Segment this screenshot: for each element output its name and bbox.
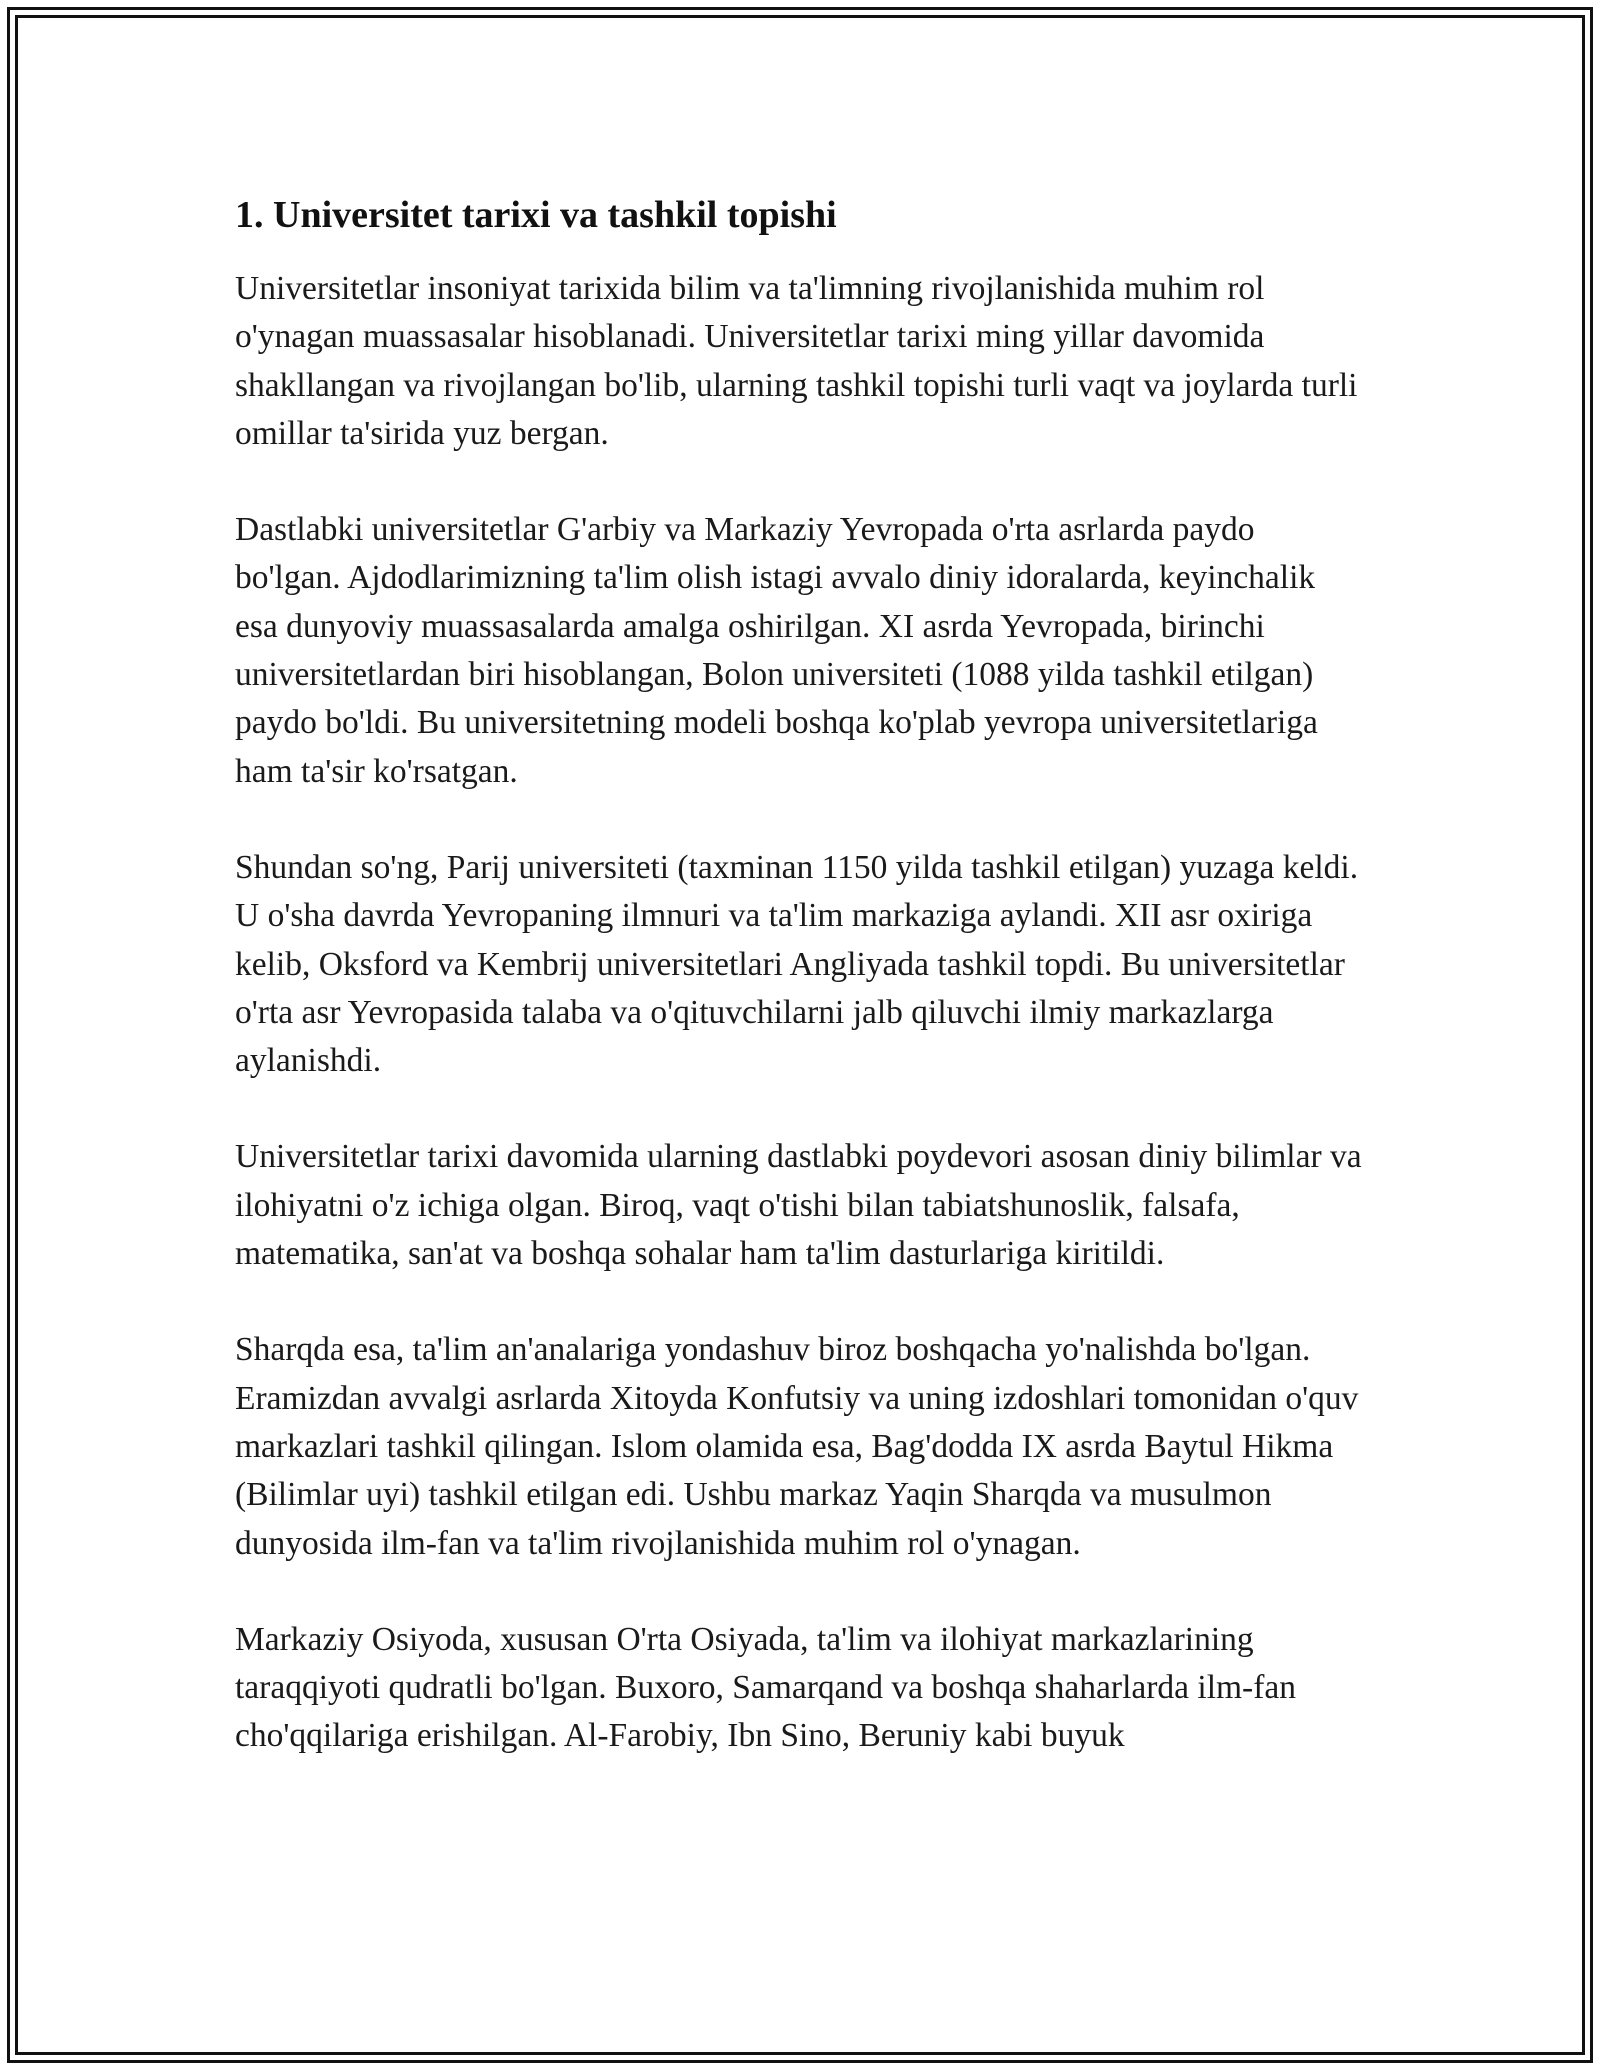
paragraph-western-universities: Dastlabki universitetlar G'arbiy va Markaziy Yevropada o'rta asrlarda paydo bo'lgan. Ajdodlarimizning ta'lim olish istagi avvalo diniy idoralarda, keyinchalik esa dunyoviy muassasalarda amalga oshirilgan. XI asrda Yevropada, birinchi universitetlardan biri hisoblangan, Bolon universiteti (1088 yilda tashkil etilgan) paydo bo'ldi. Bu universitetning modeli boshqa ko'plab yevropa universitetlariga ham ta'sir ko'rsatgan.: [235, 511, 1318, 790]
paragraph-east: Sharqda esa, ta'lim an'analariga yondashuv biroz boshqacha yo'nalishda bo'lgan. Eramizdan avvalgi asrlarda Xitoyda Konfutsiy va uning izdoshlari tomonidan o'quv markazlari tashkil qilingan. Islom olamida esa, Bag'dodda IX asrda Baytul Hikma (Bilimlar uyi) tashkil etilgan edi. Ushbu markaz Yaqin Sharqda va musulmon dunyosida ilm-fan va ta'lim rivojlanishida muhim rol o'ynagan.: [235, 1331, 1359, 1562]
paragraph-central-asia: Markaziy Osiyoda, xususan O'rta Osiyada, ta'lim va ilohiyat markazlarining taraqqiyoti qudratli bo'lgan. Buxoro, Samarqand va boshqa shaharlarda ilm-fan cho'qqilariga erishilgan. Al-Farobiy, Ibn Sino, Beruniy kabi buyuk: [235, 1620, 1296, 1755]
paragraph-intro: Universitetlar insoniyat tarixida bilim va ta'limning rivojlanishida muhim rol o'ynagan muassasalar hisoblanadi. Universitetlar tarixi ming yillar davomida shakllangan va rivojlangan bo'lib, ularning tashkil topishi turli vaqt va joylarda turli omillar ta'sirida yuz bergan.: [235, 270, 1358, 452]
document-body: [235, 183, 1365, 1809]
paragraph-curriculum: Universitetlar tarixi davomida ularning dastlabki poydevori asosan diniy bilimlar va ilohiyatni o'z ichiga olgan. Biroq, vaqt o'tishi bilan tabiatshunoslik, falsafa, matematika, san'at va boshqa sohalar ham ta'lim dasturlariga kiritildi.: [235, 1138, 1362, 1273]
section-heading: 1. Universitet tarixi va tashkil topishi: [235, 194, 837, 236]
paragraph-paris-oxford: Shundan so'ng, Parij universiteti (taxminan 1150 yilda tashkil etilgan) yuzaga keldi. U o'sha davrda Yevropaning ilmnuri va ta'lim markaziga aylandi. XII asr oxiriga kelib, Oksford va Kembrij universitetlari Angliyada tashkil topdi. Bu universitetlar o'rta asr Yevropasida talaba va o'qituvchilarni jalb qiluvchi ilmiy markazlarga aylanishdi.: [235, 848, 1359, 1080]
